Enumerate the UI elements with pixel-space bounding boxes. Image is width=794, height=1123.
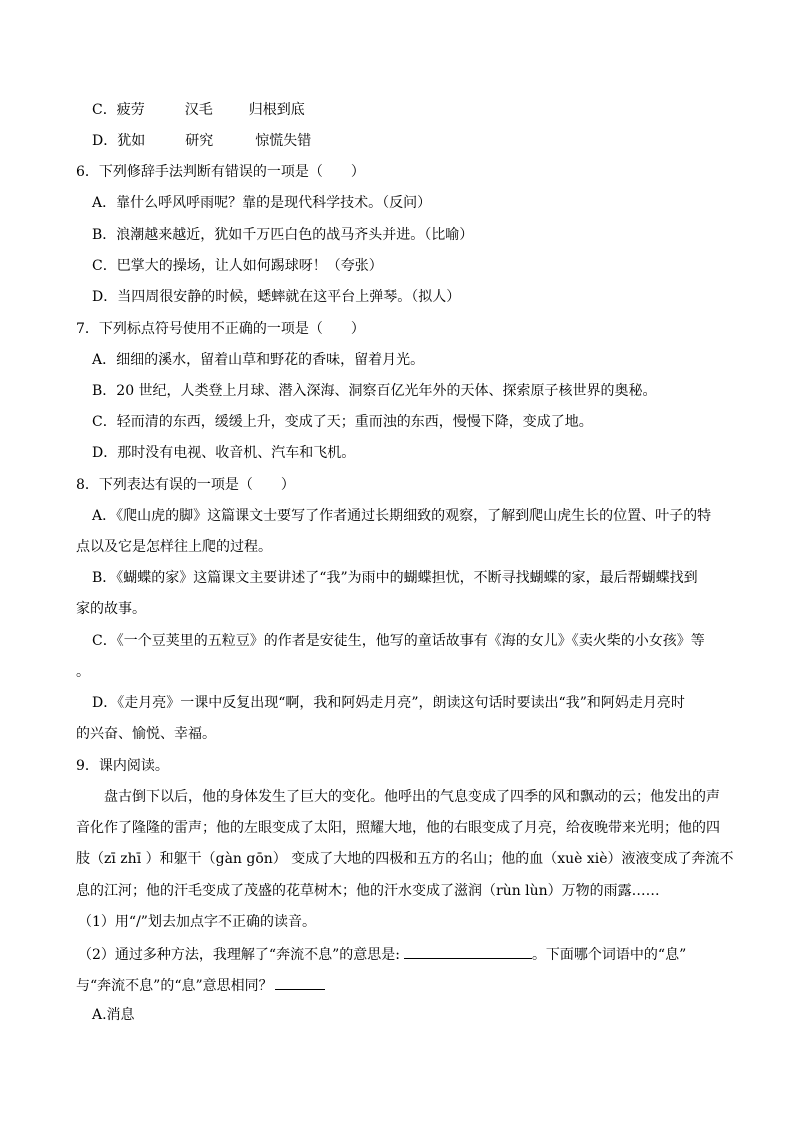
q7-option-b: B．20 世纪，人类登上月球、潜入深海、洞察百亿光年外的天体、探索原子核世界的奥秘。 (92, 383, 657, 399)
q5-option-d-label: D． (92, 133, 118, 149)
q8-option-a-line1: A．《爬山虎的脚》这篇课文士要写了作者通过长期细致的观察，了解到爬山虎生长的位置、叶子的特 (92, 508, 712, 524)
q9-sub2-answer-blank[interactable] (404, 944, 532, 959)
q9-stem: 9．课内阅读。 (76, 758, 169, 774)
q9-sub2-question: 与“奔流不息”的“息”意思相同？ (76, 978, 273, 994)
q9-sub2-choice-blank[interactable] (275, 975, 325, 990)
q8-option-a-line2: 点以及它是怎样往上爬的过程。 (76, 539, 272, 555)
q9-passage-line4: 息的江河；他的汗毛变成了茂盛的花草树木；他的汗水变成了滋润（rùn lùn）万物的雨露…… (76, 883, 660, 899)
q9-sub1: （1）用“/”划去加点字不正确的读音。 (78, 914, 316, 930)
q9-sub2-line2 (76, 975, 325, 995)
q6-stem: 6．下列修辞手法判断有错误的一项是（ ） (76, 164, 365, 180)
q8-option-c-line1: C．《一个豆荚里的五粒豆》的作者是安徒生，他写的童话故事有《海的女儿》《卖火柴的小女孩》等 (92, 633, 705, 649)
q5-option-c-label: C． (92, 102, 117, 118)
q8-option-b-line1: B．《蝴蝶的家》这篇课文主要讲述了“我”为雨中的蝴蝶担忧，不断寻找蝴蝶的家，最后帮蝴蝶找到 (92, 570, 698, 586)
q8-option-d-line2: 的兴奋、愉悦、幸福。 (76, 726, 216, 742)
q6-option-b: B．浪潮越来越近，犹如千万匹白色的战马齐头并进。（比喻） (92, 227, 474, 243)
q9-sub2-text-cont: 。下面哪个词语中的“息” (531, 947, 687, 963)
q5-option-d (92, 132, 311, 150)
q8-option-b-line2: 家的故事。 (76, 601, 146, 617)
q5-option-d-word1: 犹如 (117, 133, 146, 149)
q7-option-a: A．细细的溪水，留着山草和野花的香味，留着月光。 (92, 352, 425, 368)
q6-option-a: A．靠什么呼风呼雨呢？靠的是现代科学技术。（反问） (92, 195, 432, 211)
q9-passage-line3: 肢（zī zhī ）和躯干（gàn gōn） 变成了大地的四极和五方的名山；他的血（xuè xiè）液液变成了奔流不 (76, 851, 734, 867)
q8-option-c-line2: 。 (76, 664, 90, 680)
q5-option-d-word2: 研究 (185, 133, 214, 149)
q5-option-c-word2: 汉毛 (184, 102, 213, 118)
q5-option-c-word3: 归根到底 (248, 102, 305, 118)
q9-passage-line1: 盘古倒下以后，他的身体发生了巨大的变化。他呼出的气息变成了四季的风和飘动的云；他发出的声 (104, 789, 720, 805)
q5-option-c-word1: 疲劳 (116, 102, 145, 118)
q8-stem: 8．下列表达有误的一项是（ ） (76, 477, 295, 493)
q9-sub2-text: （2）通过多种方法，我理解了“奔流不息”的意思是: (78, 947, 400, 963)
q7-option-c: C．轻而清的东西，缓缓上升，变成了天；重而浊的东西，慢慢下降，变成了地。 (92, 414, 593, 430)
q5-option-c (92, 101, 305, 119)
q9-sub2-line1 (78, 944, 686, 964)
q5-option-d-word3: 惊慌失错 (255, 133, 312, 149)
q7-option-d: D．那时没有电视、收音机、汽车和飞机。 (92, 445, 356, 461)
q9-passage-line2: 音化作了隆隆的雷声；他的左眼变成了太阳，照耀大地，他的右眼变成了月亮，给夜晚带来光明；他的四 (76, 820, 720, 836)
q9-option-a: A.消息 (92, 1007, 135, 1023)
q8-option-d-line1: D．《走月亮》一课中反复出现“啊，我和阿妈走月亮”，朗读这句话时要读出“我”和阿妈走月亮时 (92, 695, 685, 711)
q6-option-c: C．巴掌大的操场，让人如何踢球呀！（夸张） (92, 258, 383, 274)
q6-option-d: D．当四周很安静的时候，蟋蟀就在这平台上弹琴。（拟人） (92, 289, 461, 305)
q7-stem: 7．下列标点符号使用不正确的一项是（ ） (76, 321, 365, 337)
